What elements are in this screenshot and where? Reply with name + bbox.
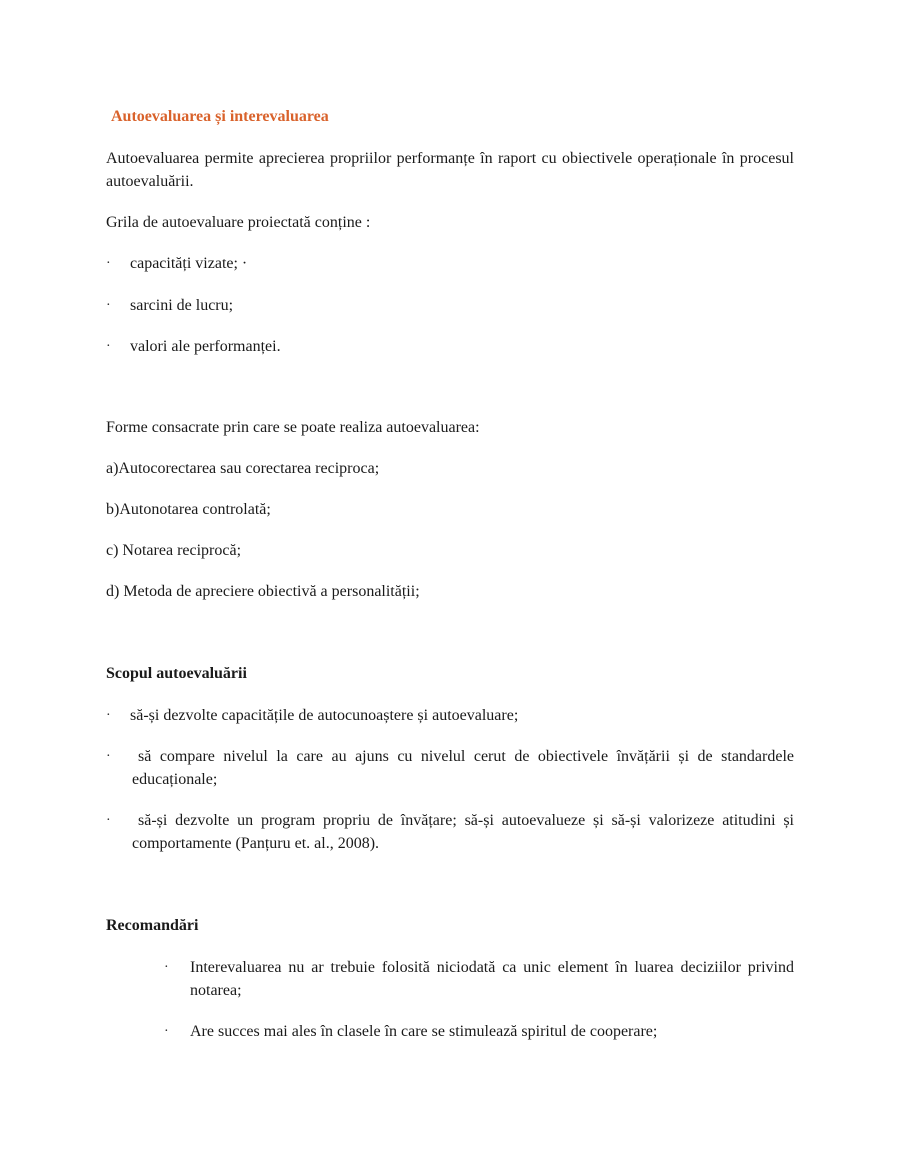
form-item-d: d) Metoda de apreciere obiectivă a personalității; [106,583,420,600]
bullet-icon: · [106,298,111,313]
purpose-item-3: să-și dezvolte un program propriu de învățare; să-și autoevalueze și să-și valorizeze atitudini și comportamente (Panțuru et. al., 2008). [132,812,794,852]
section-title: Autoevaluarea și interevaluarea [111,108,329,125]
grid-item-valori: valori ale performanței. [130,338,281,355]
grid-item-capacitati: capacități vizate; · [130,255,248,272]
recommendation-item-2: Are succes mai ales în clasele în care se stimulează spiritul de cooperare; [190,1023,658,1040]
form-item-a: a)Autocorectarea sau corectarea reciproca; [106,460,380,477]
bullet-icon: · [106,813,111,828]
form-item-c: c) Notarea reciprocă; [106,542,242,559]
bullet-icon: · [106,708,111,723]
bullet-icon: · [106,749,111,764]
forms-intro: Forme consacrate prin care se poate realiza autoevaluarea: [106,419,480,436]
form-item-b: b)Autonotarea controlată; [106,501,271,518]
bullet-icon: · [164,960,169,975]
grid-item-sarcini: sarcini de lucru; [130,297,234,314]
grid-intro: Grila de autoevaluare proiectată conține : [106,214,371,231]
intro-paragraph: Autoevaluarea permite aprecierea propriilor performanțe în raport cu obiectivele operaționale în procesul autoevaluării. [106,150,794,190]
bullet-icon: · [164,1024,169,1039]
bullet-icon: · [106,256,111,271]
recommendations-heading: Recomandări [106,917,199,934]
recommendation-item-1: Interevaluarea nu ar trebuie folosită niciodată ca unic element în luarea deciziilor privind notarea; [190,959,794,999]
purpose-heading: Scopul autoevaluării [106,665,247,682]
purpose-item-2: să compare nivelul la care au ajuns cu nivelul cerut de obiectivele învățării și de standardele educaționale; [132,748,794,788]
bullet-icon: · [106,339,111,354]
purpose-item-1: să-și dezvolte capacitățile de autocunoaștere și autoevaluare; [130,707,519,724]
